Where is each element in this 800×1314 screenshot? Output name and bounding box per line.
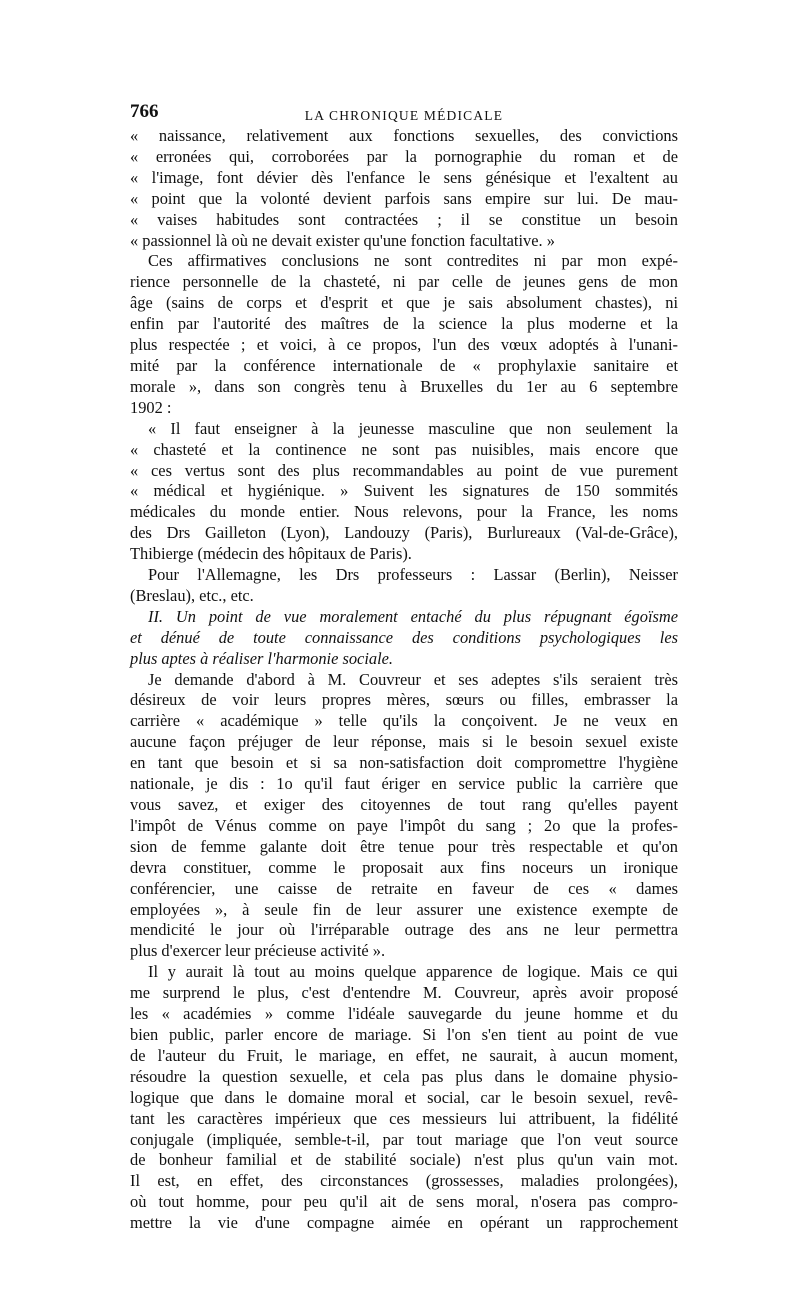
page (130, 100, 678, 1234)
text-line: Je demande d'abord à M. Couvreur et ses adeptes s'ils seraient très (148, 669, 678, 689)
text-line: de bonheur familial et de stabilité sociale) n'est plus qu'un vain mot. (130, 1150, 678, 1170)
section-heading-line: et dénué de toute connaissance des conditions psychologiques les (130, 627, 678, 647)
text-line: devra constituer, comme le proposait aux fins noceurs un ironique (130, 857, 678, 877)
text-line: mettre la vie d'une compagne aimée en opérant un rapprochement (130, 1213, 678, 1233)
text-line: « l'image, font dévier dès l'enfance le sens génésique et l'exaltent au (130, 167, 678, 187)
text-line: Il est, en effet, des circonstances (grossesses, maladies prolongées), (130, 1171, 678, 1191)
text-line: morale », dans son congrès tenu à Bruxelles du 1er au 6 septembre (130, 376, 678, 396)
section-heading-line: plus aptes à réaliser l'harmonie sociale. (130, 648, 394, 668)
text-line: enfin par l'autorité des maîtres de la science la plus moderne et la (130, 314, 678, 334)
text-line: Ces affirmatives conclusions ne sont contredites ni par mon expé- (148, 251, 678, 271)
page-header (130, 100, 678, 126)
text-line: l'impôt de Vénus comme on paye l'impôt du sang ; 2o que la profes- (130, 815, 678, 835)
text-line: désireux de voir leurs propres mères, sœurs ou filles, embrasser la (130, 690, 678, 710)
text-line: en tant que besoin et si sa non-satisfaction doit compromettre l'hygiène (130, 753, 678, 773)
text-line: vous savez, et exiger des citoyennes de tout rang qu'elles payent (130, 795, 678, 814)
text-line: « erronées qui, corroborées par la pornographie du roman et de (130, 146, 678, 166)
text-line: médicales du monde entier. Nous relevons, pour la France, les noms (130, 502, 678, 522)
text-line: « médical et hygiénique. » Suivent les signatures de 150 sommités (130, 481, 678, 501)
text-line: mité par la conférence internationale de « prophylaxie sanitaire et (130, 355, 678, 375)
text-line: Pour l'Allemagne, les Drs professeurs : Lassar (Berlin), Neisser (148, 565, 678, 585)
text-line: résoudre la question sexuelle, et cela pas plus dans le domaine physio- (130, 1066, 678, 1086)
text-line: me surprend le plus, c'est d'entendre M. Couvreur, après avoir proposé (130, 983, 678, 1003)
text-line: tant les caractères impérieux que ces messieurs lui attribuent, la fidélité (130, 1108, 678, 1128)
text-line: conjugale (impliquée, semble-t-il, par tout mariage que l'on veut source (130, 1129, 678, 1149)
text-line: où tout homme, pour peu qu'il ait de sens moral, n'osera pas compro- (130, 1192, 678, 1212)
text-line: de l'auteur du Fruit, le mariage, en effet, ne saurait, à aucun moment, (130, 1045, 678, 1065)
text-line: (Breslau), etc., etc. (130, 585, 254, 605)
text-line: Il y aurait là tout au moins quelque apparence de logique. Mais ce qui (148, 962, 678, 982)
text-line: Thibierge (médecin des hôpitaux de Paris). (130, 544, 412, 564)
text-line: les « académies » comme l'idéale sauvegarde du jeune homme et du (130, 1004, 678, 1024)
text-line: bien public, parler encore de mariage. Si l'on s'en tient au point de vue (130, 1024, 678, 1044)
page-number: 766 (130, 101, 159, 122)
section-heading-line: II. Un point de vue moralement entaché du plus répugnant égoïsme (148, 606, 678, 626)
text-line: « vaises habitudes sont contractées ; il se constitue un besoin (130, 209, 678, 229)
text-line: « chasteté et la continence ne sont pas nuisibles, mais encore que (130, 439, 678, 459)
text-line: « Il faut enseigner à la jeunesse masculine que non seulement la (148, 418, 678, 438)
text-line: aucune façon préjuger de leur réponse, mais si le besoin sexuel existe (130, 732, 678, 752)
text-line: plus respectée ; et voici, à ce propos, l'un des vœux adoptés à l'unani- (130, 335, 678, 355)
text-line: « ces vertus sont des plus recommandables au point de vue purement (130, 460, 678, 480)
text-line: 1902 : (130, 397, 172, 417)
text-line: plus d'exercer leur précieuse activité ». (130, 941, 386, 961)
text-line: logique que dans le domaine moral et social, car le besoin sexuel, revê- (130, 1087, 678, 1107)
text-line: carrière « académique » telle qu'ils la conçoivent. Je ne veux en (130, 711, 678, 731)
text-line: « point que la volonté devient parfois sans empire sur lui. De mau- (130, 188, 678, 208)
text-line: « naissance, relativement aux fonctions sexuelles, des convictions (130, 126, 678, 145)
text-line: des Drs Gailleton (Lyon), Landouzy (Paris), Burlureaux (Val-de-Grâce), (130, 523, 678, 543)
body-text (130, 126, 678, 1234)
text-line: rience personnelle de la chasteté, ni par celle de jeunes gens de mon (130, 272, 678, 292)
text-line: âge (sains de corps et d'esprit et que je sais absolument chastes), ni (130, 293, 678, 313)
text-line: sion de femme galante doit être tenue pour très respectable et qu'on (130, 836, 678, 856)
text-line: nationale, je dis : 1o qu'il faut ériger en service public la carrière que (130, 774, 678, 794)
text-line: « passionnel là où ne devait exister qu'une fonction facultative. » (130, 230, 555, 250)
running-title: LA CHRONIQUE MÉDICALE (304, 108, 504, 123)
text-line: mendicité le jour où l'irréparable outrage des ans ne leur permettra (130, 920, 678, 940)
text-line: employées », à seule fin de leur assurer une existence exempte de (130, 899, 678, 919)
text-line: conférencier, une caisse de retraite en faveur de ces « dames (130, 878, 678, 898)
